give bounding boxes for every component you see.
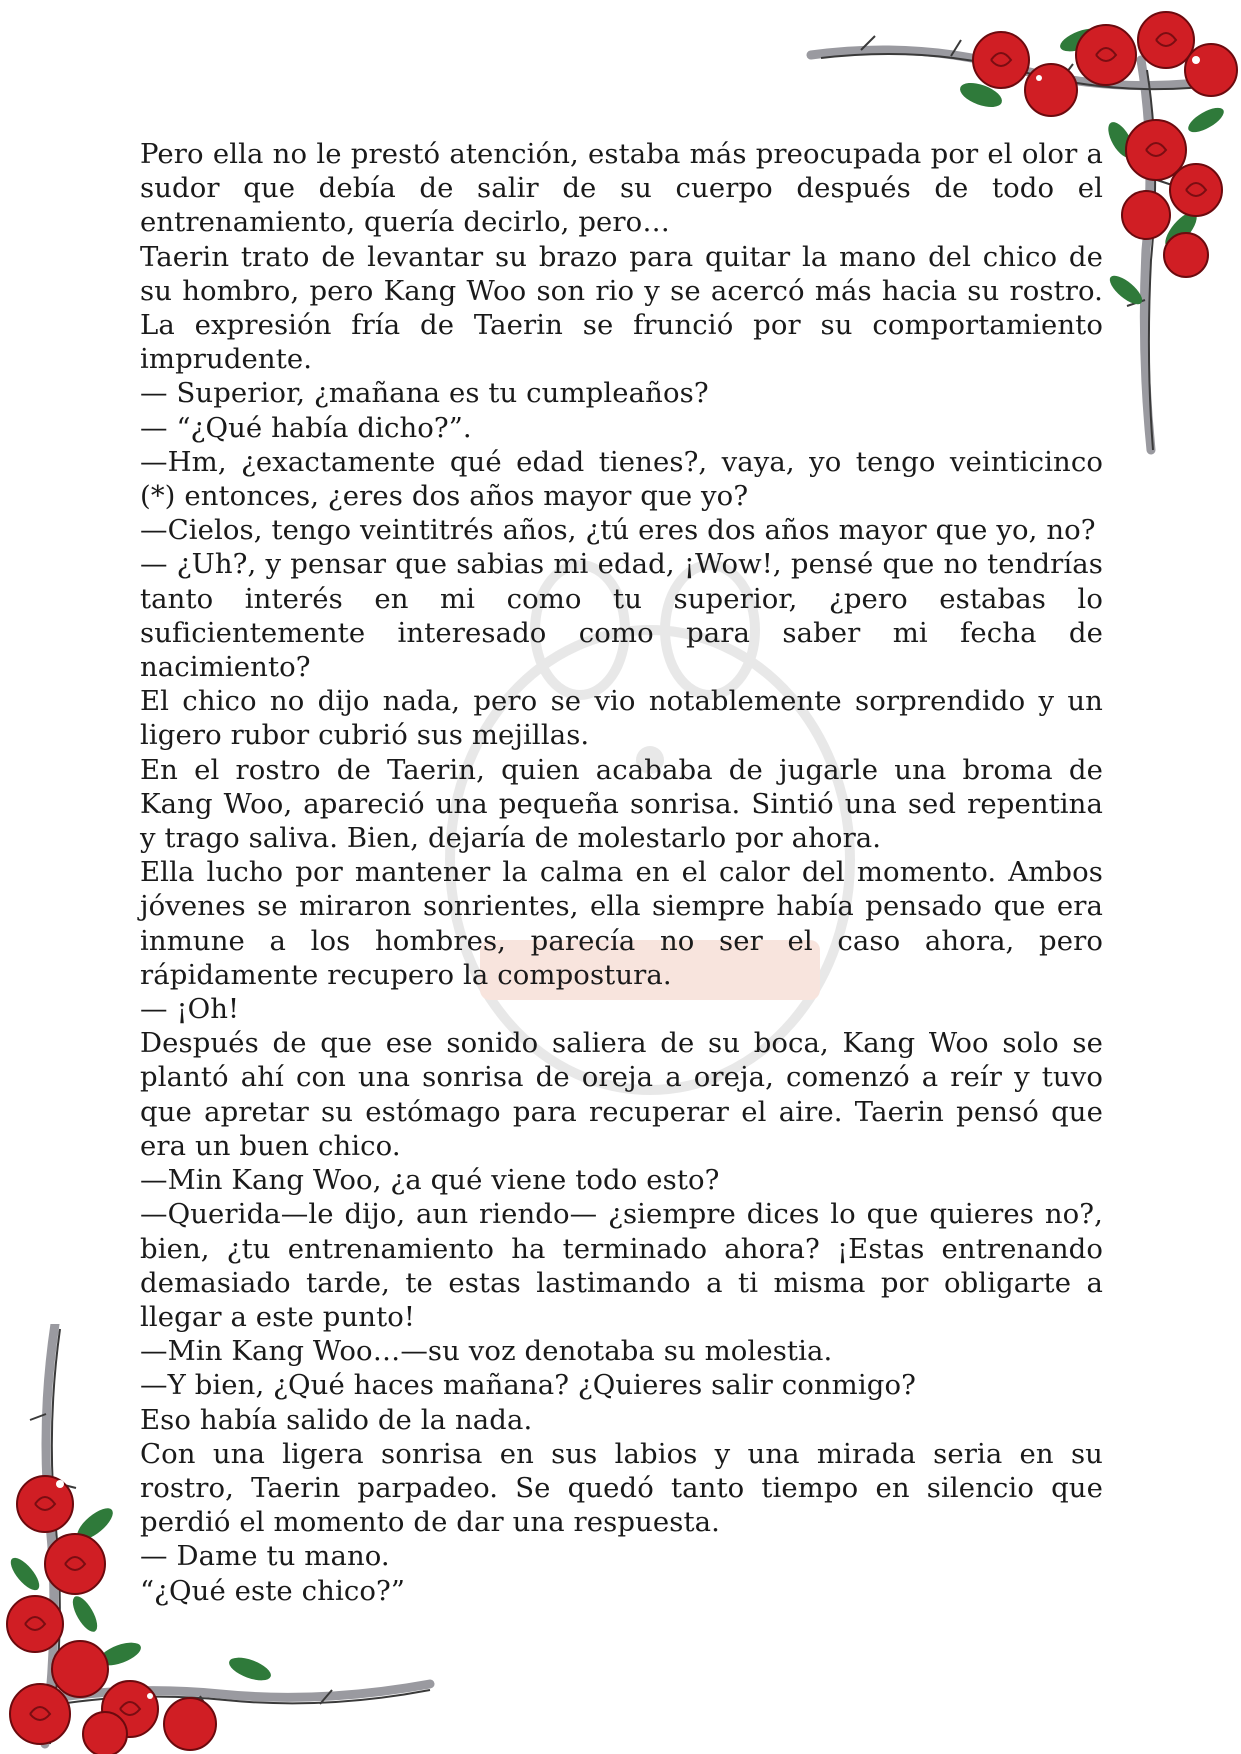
paragraph: En el rostro de Taerin, quien acababa de jugarle una broma de Kang Woo, apareció una pequeña sonrisa. Sintió una sed repentina y trago saliva. Bien, dejaría de molestarlo por ahora. xyxy=(140,753,1103,855)
paragraph: Eso había salido de la nada. xyxy=(140,1403,533,1436)
dialogue-line: —Cielos, tengo veintitrés años, ¿tú eres dos años mayor que yo, no? xyxy=(140,514,1096,547)
dialogue-line: —Hm, ¿exactamente qué edad tienes?, vaya, yo tengo veinticinco (*) entonces, ¿eres dos años mayor que yo? xyxy=(140,445,1103,513)
dialogue-line: —Min Kang Woo, ¿a qué viene todo esto? xyxy=(140,1164,720,1197)
paragraph: Con una ligera sonrisa en sus labios y una mirada seria en su rostro, Taerin parpadeo. Se quedó tanto tiempo en silencio que perdió el momento de dar una respuesta. xyxy=(140,1437,1103,1539)
dialogue-line: —Y bien, ¿Qué haces mañana? ¿Quieres salir conmigo? xyxy=(140,1369,916,1402)
paragraph: Pero ella no le prestó atención, estaba más preocupada por el olor a sudor que debía de salir de su cuerpo después de todo el entrenamiento, quería decirlo, pero… xyxy=(140,138,1103,239)
story-text xyxy=(140,137,1103,1608)
dialogue-line: — “¿Qué había dicho?”. xyxy=(140,411,472,444)
paragraph: Después de que ese sonido saliera de su boca, Kang Woo solo se plantó ahí con una sonrisa de oreja a oreja, comenzó a reír y tuvo que apretar su estómago para recuperar el aire. Taerin pensó que era un buen chico. xyxy=(140,1027,1103,1162)
paragraph: Taerin trato de levantar su brazo para quitar la mano del chico de su hombro, pero Kang Woo son rio y se acercó más hacia su rostro. La expresión fría de Taerin se frunció por su comportamiento imprudente. xyxy=(140,240,1103,376)
dialogue-line: — Dame tu mano. xyxy=(140,1540,390,1573)
paragraph: Ella lucho por mantener la calma en el calor del momento. Ambos jóvenes se miraron sonrientes, ella siempre había pensado que era inmune a los hombres, parecía no ser el caso ahora, pero rápidamente recupero la compostura. xyxy=(140,856,1103,991)
paragraph: El chico no dijo nada, pero se vio notablemente sorprendido y un ligero rubor cubrió sus mejillas. xyxy=(140,685,1103,752)
dialogue-line: — ¿Uh?, y pensar que sabias mi edad, ¡Wow!, pensé que no tendrías tanto interés en mi como tu superior, ¿pero estabas lo suficientemente interesado como para saber mi fecha de nacimiento? xyxy=(140,548,1103,684)
dialogue-line: —Min Kang Woo…—su voz denotaba su molestia. xyxy=(140,1335,833,1368)
dialogue-line: — Superior, ¿mañana es tu cumpleaños? xyxy=(140,377,709,410)
thought-line: “¿Qué este chico?” xyxy=(140,1574,405,1607)
dialogue-line: — ¡Oh! xyxy=(140,993,240,1026)
dialogue-line: —Querida—le dijo, aun riendo— ¿siempre dices lo que quieres no?, bien, ¿tu entrenamiento ha terminado ahora? ¡Estas entrenando demasiado tarde, te estas lastimando a ti misma por obligarte a llegar a este punto! xyxy=(140,1198,1103,1333)
